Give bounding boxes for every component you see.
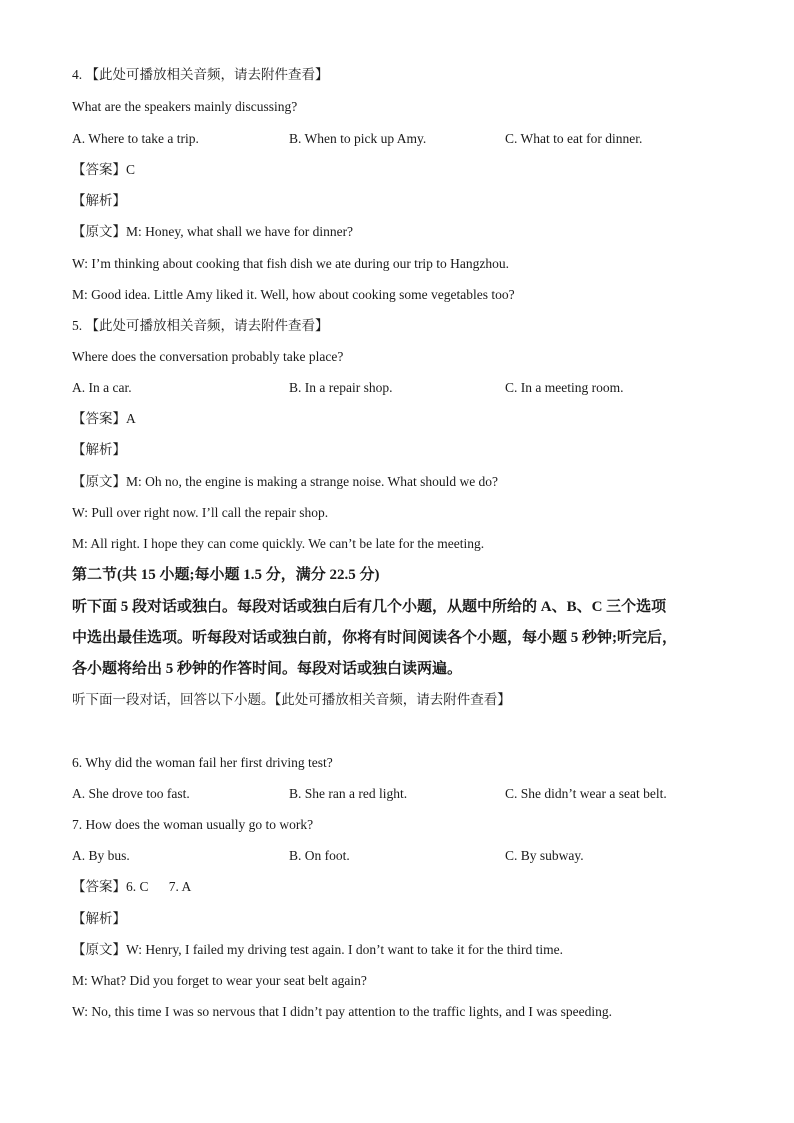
q5-transcript-line: M: All right. I hope they can come quickly. We can’t be late for the meeting. [72, 536, 485, 551]
section-title: 第二节(共 15 小题;每小题 1.5 分，满分 22.5 分) [72, 567, 380, 583]
q7-question: 7. How does the woman usually go to work? [72, 817, 314, 832]
section-instruction-line: 中选出最佳选项。听每段对话或独白前，你将有时间阅读各个小题，每小题 5 秒钟;听完后， [72, 630, 677, 646]
q5-analysis: 【解析】 [72, 442, 126, 457]
q4-header: 4. 【此处可播放相关音频，请去附件查看】 [72, 67, 329, 82]
q67-transcript-line: W: No, this time I was so nervous that I didn’t pay attention to the traffic lights, and I was speeding. [72, 1004, 613, 1019]
q5-answer: 【答案】A [72, 411, 136, 426]
q6-option-b: B. She ran a red light. [289, 786, 408, 801]
q6-question: 6. Why did the woman fail her first driving test? [72, 755, 333, 770]
q5-option-c: C. In a meeting room. [505, 380, 624, 395]
q5-option-a: A. In a car. [72, 380, 132, 395]
q7-option-a: A. By bus. [72, 848, 130, 863]
q4-option-c: C. What to eat for dinner. [505, 131, 643, 146]
q5-header: 5. 【此处可播放相关音频，请去附件查看】 [72, 318, 329, 333]
q6-option-c: C. She didn’t wear a seat belt. [505, 786, 667, 801]
section-prompt: 听下面一段对话，回答以下小题。【此处可播放相关音频，请去附件查看】 [72, 692, 511, 707]
q4-transcript-line: M: Good idea. Little Amy liked it. Well, how about cooking some vegetables too? [72, 287, 515, 302]
q7-option-c: C. By subway. [505, 848, 584, 863]
q67-answer: 【答案】6. C 7. A [72, 879, 192, 894]
q4-analysis: 【解析】 [72, 193, 126, 208]
q4-option-a: A. Where to take a trip. [72, 131, 199, 146]
q5-transcript-line: 【原文】M: Oh no, the engine is making a strange noise. What should we do? [72, 474, 499, 489]
q67-transcript-line: 【原文】W: Henry, I failed my driving test again. I don’t want to take it for the third time. [72, 942, 564, 957]
q4-transcript-line: W: I’m thinking about cooking that fish dish we ate during our trip to Hangzhou. [72, 256, 510, 271]
q4-option-b: B. When to pick up Amy. [289, 131, 427, 146]
section-instruction-line: 各小题将给出 5 秒钟的作答时间。每段对话或独白读两遍。 [72, 661, 463, 677]
q5-option-b: B. In a repair shop. [289, 380, 393, 395]
section-instruction-line: 听下面 5 段对话或独白。每段对话或独白后有几个小题，从题中所给的 A、B、C 三个选项 [72, 599, 667, 615]
q4-transcript-line: 【原文】M: Honey, what shall we have for dinner? [72, 224, 354, 239]
q5-question: Where does the conversation probably take place? [72, 349, 344, 364]
q5-transcript-line: W: Pull over right now. I’ll call the repair shop. [72, 505, 329, 520]
q67-transcript-line: M: What? Did you forget to wear your seat belt again? [72, 973, 367, 988]
q4-question: What are the speakers mainly discussing? [72, 99, 298, 114]
q6-option-a: A. She drove too fast. [72, 786, 190, 801]
q4-answer: 【答案】C [72, 162, 136, 177]
q67-analysis: 【解析】 [72, 911, 126, 926]
q7-option-b: B. On foot. [289, 848, 350, 863]
